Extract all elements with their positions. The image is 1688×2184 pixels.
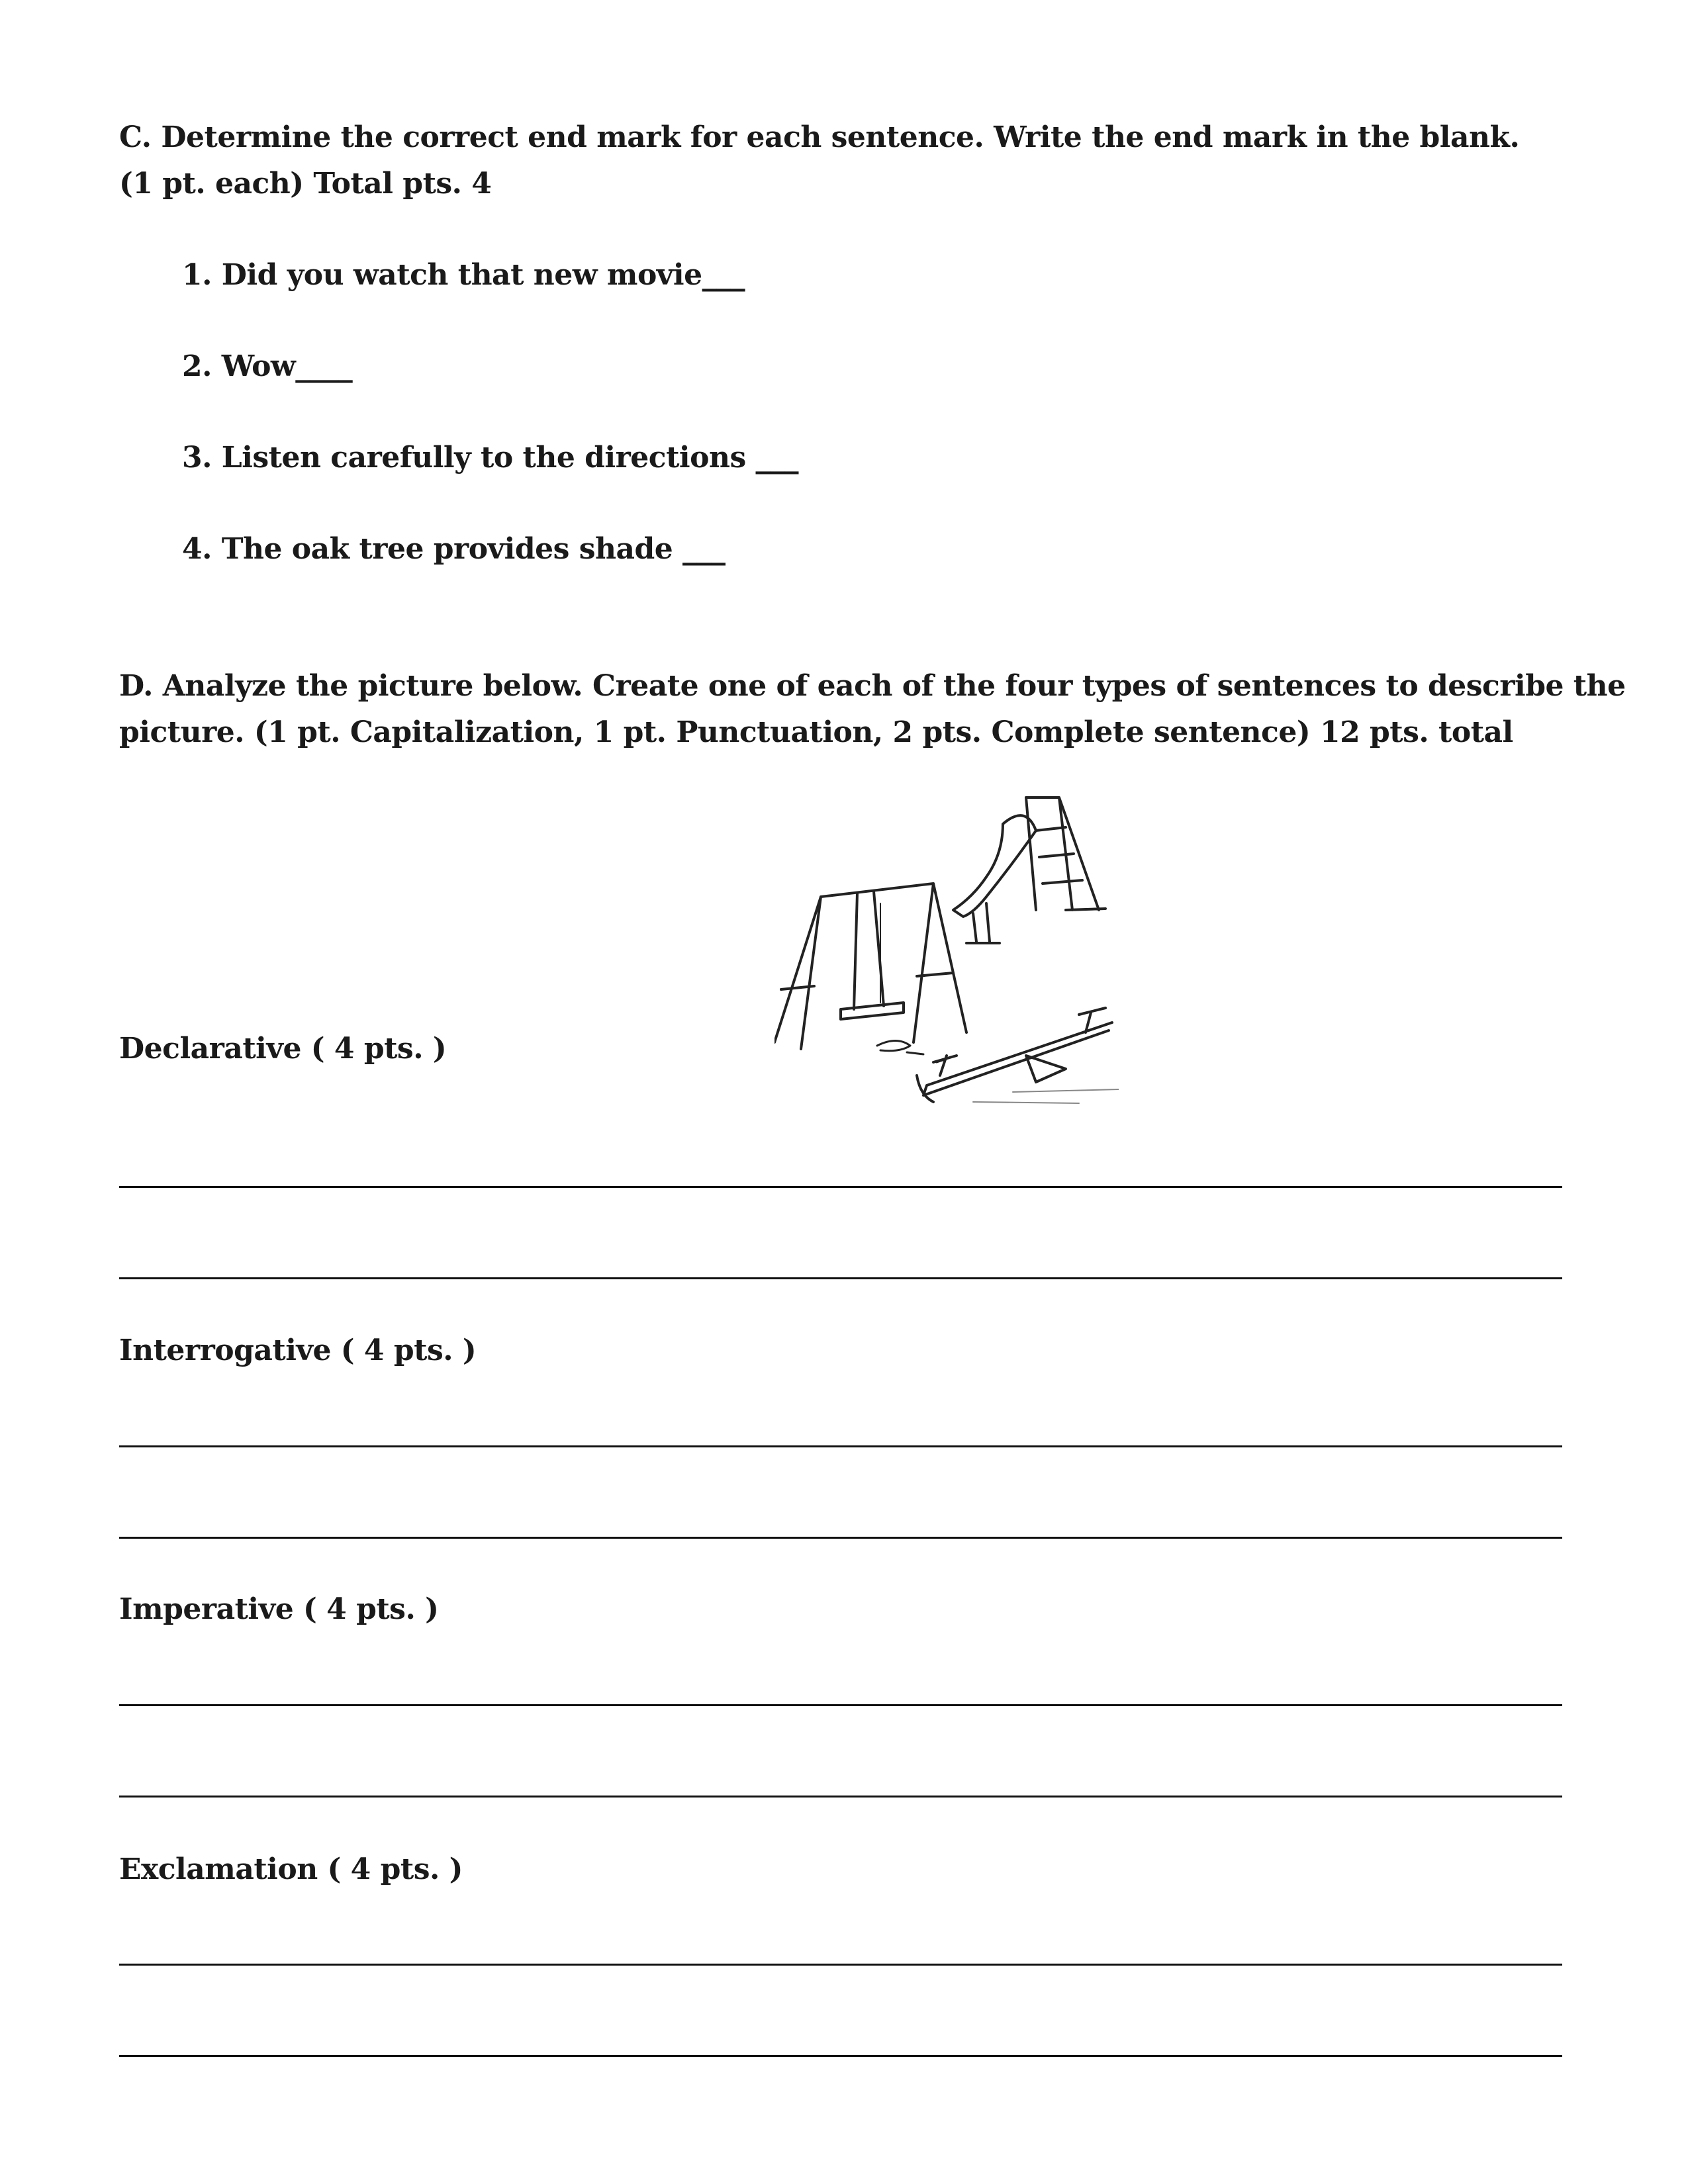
seesaw-icon bbox=[917, 1008, 1112, 1102]
question-4: 4. The oak tree provides shade ___ bbox=[182, 532, 726, 566]
answer-line-interrogative-1[interactable] bbox=[119, 1445, 1562, 1447]
question-2: 2. Wow____ bbox=[182, 349, 353, 383]
answer-line-interrogative-2[interactable] bbox=[119, 1537, 1562, 1539]
slide-chute-icon bbox=[953, 815, 1036, 917]
answer-line-imperative-1[interactable] bbox=[119, 1704, 1562, 1706]
prompt-exclamation: Exclamation ( 4 pts. ) bbox=[119, 1852, 463, 1886]
answer-line-exclamation-2[interactable] bbox=[119, 2055, 1562, 2057]
playground-illustration-icon bbox=[774, 791, 1119, 1109]
prompt-imperative: Imperative ( 4 pts. ) bbox=[119, 1592, 439, 1626]
answer-line-declarative-1[interactable] bbox=[119, 1186, 1562, 1188]
answer-line-exclamation-1[interactable] bbox=[119, 1964, 1562, 1966]
prompt-interrogative: Interrogative ( 4 pts. ) bbox=[119, 1334, 477, 1367]
swing-seat-icon bbox=[841, 891, 904, 1019]
section-c-heading-line1: C. Determine the correct end mark for each sentence. Write the end mark in the blank. bbox=[119, 120, 1520, 154]
section-d-heading-line2: picture. (1 pt. Capitalization, 1 pt. Punctuation, 2 pts. Complete sentence) 12 pts. total bbox=[119, 715, 1513, 749]
prompt-declarative: Declarative ( 4 pts. ) bbox=[119, 1032, 447, 1066]
slide-ladder-icon bbox=[1026, 797, 1105, 910]
question-1: 1. Did you watch that new movie___ bbox=[182, 258, 745, 292]
question-3: 3. Listen carefully to the directions ___ bbox=[182, 441, 799, 475]
answer-line-declarative-2[interactable] bbox=[119, 1277, 1562, 1279]
section-c-heading-line2: (1 pt. each) Total pts. 4 bbox=[119, 167, 492, 201]
swing-frame-icon bbox=[774, 884, 966, 1049]
section-d-heading-line1: D. Analyze the picture below. Create one of each of the four types of sentences to describe the bbox=[119, 669, 1626, 703]
answer-line-imperative-2[interactable] bbox=[119, 1796, 1562, 1797]
